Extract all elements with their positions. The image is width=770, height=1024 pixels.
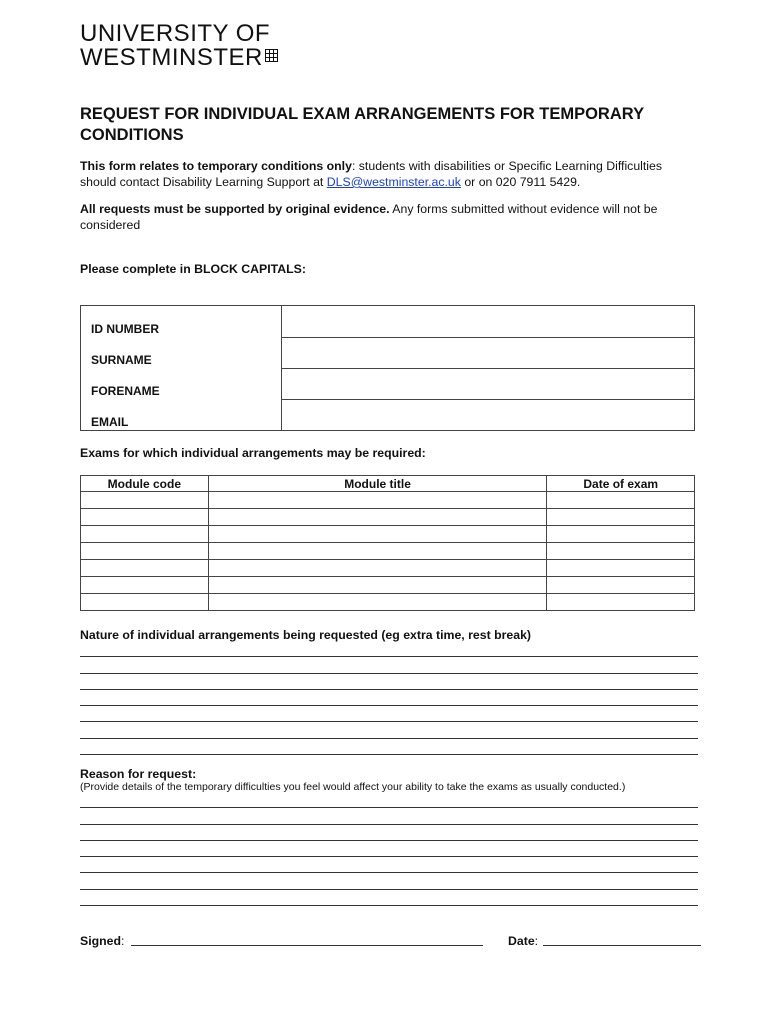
reason-label: Reason for request: (80, 767, 197, 781)
write-line[interactable] (80, 641, 698, 657)
write-line[interactable] (80, 873, 698, 889)
university-logo (80, 22, 278, 70)
module-title-cell[interactable] (208, 577, 547, 594)
surname-field[interactable] (282, 337, 695, 368)
logo-line-2-text: WESTMINSTER (80, 44, 263, 71)
write-line[interactable] (80, 706, 698, 722)
table-row (81, 526, 695, 543)
module-code-cell[interactable] (81, 526, 209, 543)
exam-date-cell[interactable] (547, 594, 695, 611)
exam-date-header: Date of exam (547, 476, 695, 492)
logo-grid-icon (265, 49, 278, 62)
exam-date-cell[interactable] (547, 577, 695, 594)
form-title: REQUEST FOR INDIVIDUAL EXAM ARRANGEMENTS FOR TEMPORARY CONDITIONS (80, 105, 644, 144)
table-row (81, 337, 695, 368)
signed-label-text: Signed (80, 934, 121, 948)
write-line[interactable] (80, 739, 698, 755)
write-line[interactable] (80, 890, 698, 906)
module-code-cell[interactable] (81, 594, 209, 611)
exam-date-cell[interactable] (547, 492, 695, 509)
write-line[interactable] (80, 657, 698, 673)
exam-date-cell[interactable] (547, 543, 695, 560)
write-line[interactable] (80, 722, 698, 738)
intro-paragraph (80, 158, 700, 190)
write-line[interactable] (80, 792, 698, 808)
table-row (81, 399, 695, 431)
arrangements-label: Nature of individual arrangements being requested (eg extra time, rest break) (80, 628, 532, 642)
module-code-cell[interactable] (81, 543, 209, 560)
module-title-cell[interactable] (208, 509, 547, 526)
write-line[interactable] (80, 808, 698, 824)
date-field[interactable] (543, 945, 701, 946)
email-label: EMAIL (81, 399, 282, 431)
table-row (81, 560, 695, 577)
module-title-cell[interactable] (208, 492, 547, 509)
intro-text-1: : students with disabilities or Specific Learning Difficulties should contact Disability Learning Support at (80, 159, 663, 189)
module-title-cell[interactable] (208, 560, 547, 577)
write-line[interactable] (80, 841, 698, 857)
module-code-cell[interactable] (81, 560, 209, 577)
signed-colon: : (121, 934, 125, 948)
module-code-cell[interactable] (81, 509, 209, 526)
evidence-bold: All requests must be supported by original evidence. (80, 202, 390, 216)
surname-label: SURNAME (81, 337, 282, 368)
table-row (81, 577, 695, 594)
table-row (81, 543, 695, 560)
exam-table (80, 475, 695, 611)
intro-bold: This form relates to temporary conditions only (80, 159, 352, 173)
arrangements-lines[interactable] (80, 641, 698, 755)
date-label (508, 934, 538, 948)
write-line[interactable] (80, 690, 698, 706)
forename-label: FORENAME (81, 368, 282, 399)
table-row (81, 509, 695, 526)
reason-hint: (Provide details of the temporary difficulties you feel would affect your ability to take the exams as usually conducted.) (80, 781, 626, 793)
module-code-header: Module code (81, 476, 209, 492)
logo-line-1: UNIVERSITY OF (80, 20, 271, 47)
intro-text-2: or on 020 7911 5429. (460, 175, 581, 189)
write-line[interactable] (80, 825, 698, 841)
module-title-header: Module title (208, 476, 547, 492)
forename-field[interactable] (282, 368, 695, 399)
module-title-cell[interactable] (208, 594, 547, 611)
module-title-cell[interactable] (208, 543, 547, 560)
id-number-field[interactable] (282, 306, 695, 338)
module-code-cell[interactable] (81, 492, 209, 509)
student-details-table (80, 305, 695, 431)
signed-label (80, 934, 124, 948)
table-row (81, 368, 695, 399)
id-number-label: ID NUMBER (81, 306, 282, 338)
logo-line-2 (80, 46, 278, 70)
reason-lines[interactable] (80, 792, 698, 906)
exam-date-cell[interactable] (547, 560, 695, 577)
exam-date-cell[interactable] (547, 526, 695, 543)
module-code-cell[interactable] (81, 577, 209, 594)
table-row (81, 594, 695, 611)
write-line[interactable] (80, 674, 698, 690)
signature-field[interactable] (131, 945, 483, 946)
email-field[interactable] (282, 399, 695, 431)
write-line[interactable] (80, 857, 698, 873)
dls-email-link[interactable]: DLS@westminster.ac.uk (326, 175, 461, 189)
date-label-text: Date (508, 934, 535, 948)
table-row (81, 306, 695, 338)
evidence-paragraph (80, 201, 700, 233)
date-colon: : (534, 934, 539, 948)
exam-date-cell[interactable] (547, 509, 695, 526)
block-capitals-label: Please complete in BLOCK CAPITALS: (80, 262, 306, 276)
module-title-cell[interactable] (208, 526, 547, 543)
exams-label: Exams for which individual arrangements may be required: (80, 446, 426, 460)
table-header-row (81, 476, 695, 492)
table-row (81, 492, 695, 509)
evidence-text: Any forms submitted without evidence will not be considered (80, 202, 658, 232)
